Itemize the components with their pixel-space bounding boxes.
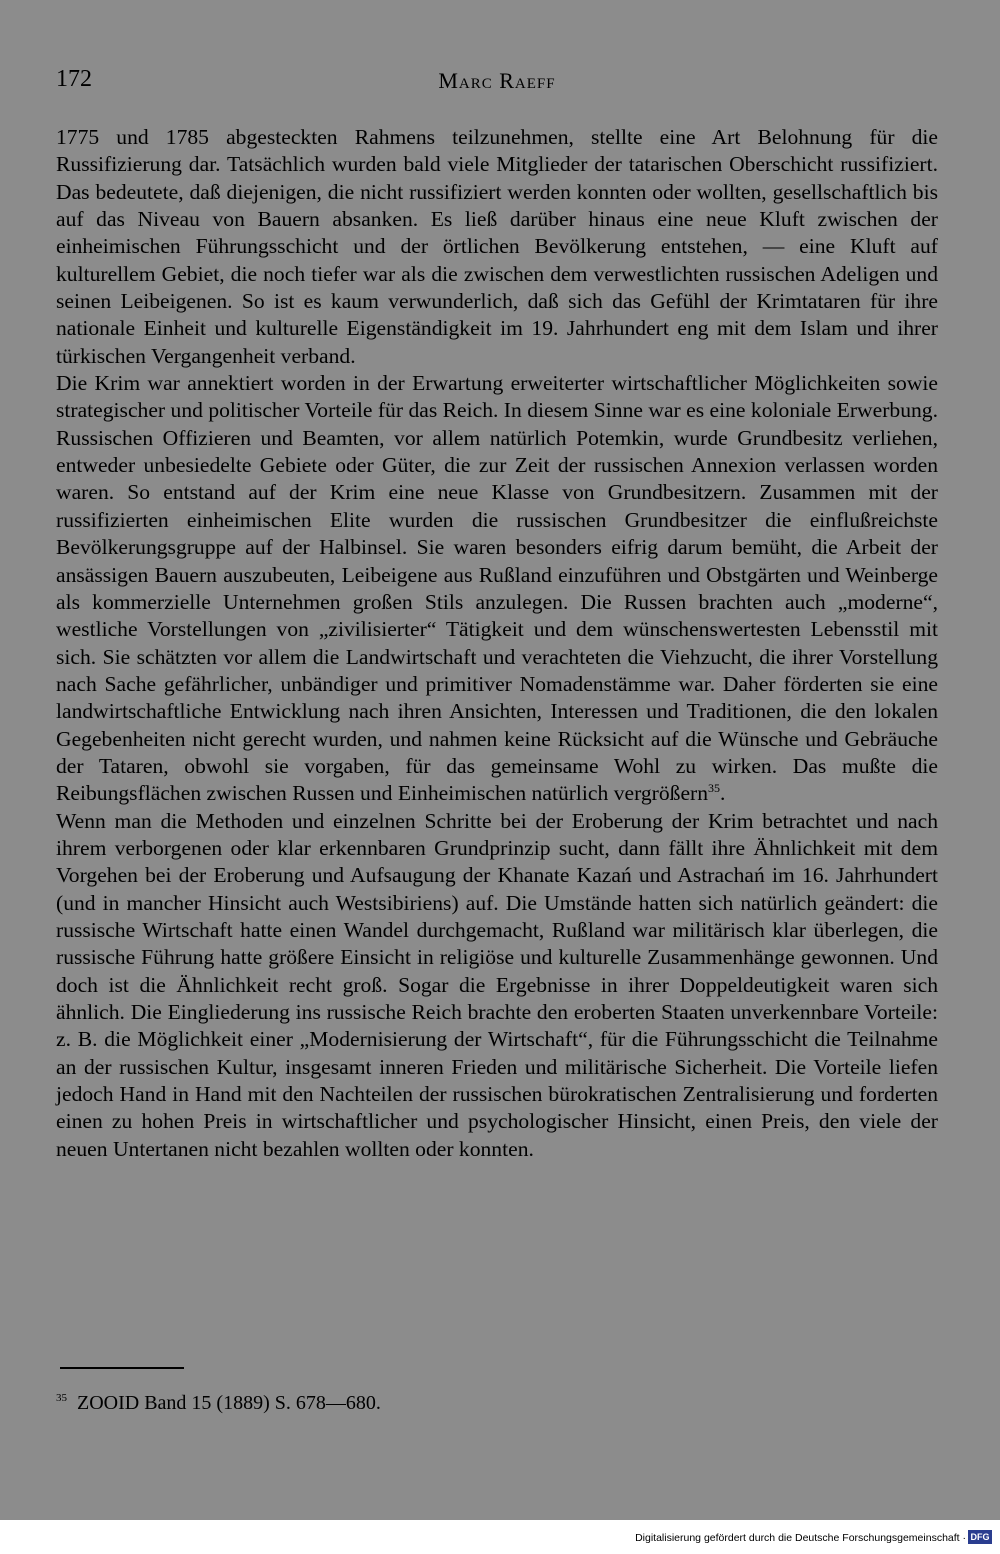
body-text <box>56 124 938 1163</box>
footnote-divider <box>60 1367 184 1369</box>
paragraph-1: 1775 und 1785 abgesteckten Rahmens teilzunehmen, stellte eine Art Belohnung für die Russifizierung dar. Tatsächlich wurden bald viele Mitglieder der tatarischen Oberschicht russifiziert. Das bedeutete, daß diejenigen, die nicht russifiziert werden konnten oder wollten, gesellschaftlich bis auf das Niveau von Bauern absanken. Es ließ darüber hinaus eine neue Kluft zwischen der einheimischen Führungsschicht und der örtlichen Bevölkerung entstehen, — eine Kluft auf kulturellem Gebiet, die noch tiefer war als die zwischen dem verwestlichten russischen Adeligen und seinen Leibeigenen. So ist es kaum verwunderlich, daß sich das Gefühl der Krimtataren für ihre nationale Einheit und kulturelle Eigenständigkeit im 19. Jahrhundert eng mit dem Islam und ihrer türkischen Vergangenheit verband. <box>56 125 938 368</box>
footnote-number: 35 <box>56 1392 67 1405</box>
running-head <box>56 66 938 100</box>
paragraph-2 <box>56 370 938 808</box>
running-head-author: Marc Raeff <box>438 68 556 93</box>
page-number: 172 <box>56 66 92 92</box>
paragraph-3: Wenn man die Methoden und einzelnen Schritte bei der Eroberung der Krim betrachtet und nach ihrem verborgenen oder klar erkennbaren Grundprinzip sucht, dann fällt ihre Ähnlichkeit mit dem Vorgehen bei der Eroberung und Aufsaugung der Khanate Kazań und Astrachań im 16. Jahrhundert (und in mancher Hinsicht auch Westsibiriens) auf. Die Umstände hatten sich natürlich geändert: die russische Wirtschaft hatte einen Wandel durchgemacht, Rußland war militärisch klar überlegen, die russische Führung hatte größere Einsicht in religiöse und kulturelle Zusammenhänge gewonnen. Und doch ist die Ähnlichkeit recht groß. Sogar die Ergebnisse in ihrer Doppeldeutigkeit waren sich ähnlich. Die Eingliederung ins russische Reich brachte den eroberten Staaten unverkennbare Vorteile: z. B. die Möglichkeit einer „Modernisierung der Wirtschaft“, für die Führungsschicht die Teilnahme an der russischen Kultur, insgesamt inneren Frieden und militärische Sicherheit. Die Vorteile liefen jedoch Hand in Hand mit den Nachteilen der russischen bürokratischen Zentralisierung und forderten einen zu hohen Preis in wirtschaftlicher und psychologischer Hinsicht, einen Preis, den viele der neuen Untertanen nicht bezahlen wollten oder konnten. <box>56 808 938 1161</box>
footnote-reference: 35 <box>708 781 721 796</box>
digitization-credit: Digitalisierung gefördert durch die Deutsche Forschungsgemeinschaft · <box>635 1532 966 1544</box>
paragraph-2-text: Die Krim war annektiert worden in der Erwartung erweiterter wirtschaftlicher Möglichkeiten sowie strategischer und politischer Vorteile für das Reich. In diesem Sinne war es eine koloniale Erwerbung. Russischen Offizieren und Beamten, vor allem natürlich Potemkin, wurde Grundbesitz verliehen, entweder unbesiedelte Gebiete oder Güter, die zur Zeit der russischen Annexion verlassen worden waren. So entstand auf der Krim eine neue Klasse von Grundbesitzern. Zusammen mit der russifizierten einheimischen Elite wurden die russischen Grundbesitzer die einflußreichste Bevölkerungsgruppe auf der Halbinsel. Sie waren besonders eifrig darum bemüht, die Arbeit der ansässigen Bauern auszubeuten, Leibeigene aus Rußland einzuführen und Obstgärten und Weinberge als kommerzielle Unternehmen großen Stils anzulegen. Die Russen brachten auch „moderne“, westliche Vorstellungen von „zivilisierter“ Tätigkeit und dem wünschenswertesten Lebensstil mit sich. Sie schätzten vor allem die Landwirtschaft und verachteten die Viehzucht, die ihrer Vorstellung nach Sache gefährlicher, unbändiger und primitiver Nomadenstämme war. Daher förderten sie eine landwirtschaftliche Entwicklung nach ihren Ansichten, Interessen und Traditionen, die den lokalen Gegebenheiten nicht gerecht wurden, und nahmen keine Rücksicht auf die Wünsche und Gebräuche der Tataren, obwohl sie vorgaben, für das gemeinsame Wohl zu wirken. Das mußte die Reibungsflächen zwischen Russen und Einheimischen natürlich vergrößern <box>56 371 938 806</box>
footnote-text: ZOOID Band 15 (1889) S. 678—680. <box>77 1392 381 1414</box>
dfg-logo: DFG <box>968 1530 992 1544</box>
footnote <box>56 1392 381 1415</box>
paragraph-2-end: . <box>720 781 726 806</box>
